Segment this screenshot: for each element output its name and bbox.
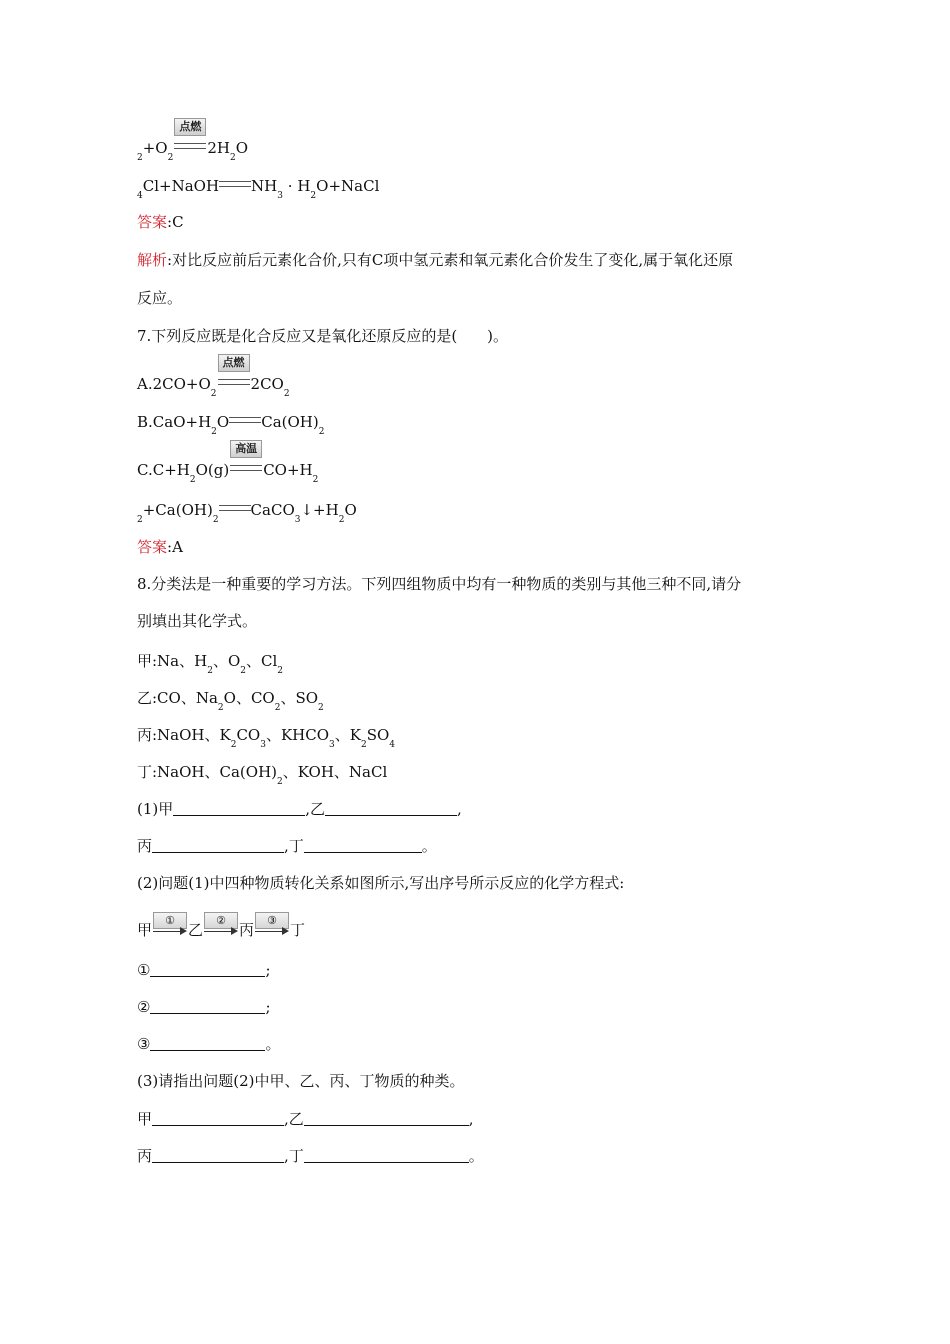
answer-blank[interactable] bbox=[150, 999, 265, 1014]
equals-sign bbox=[219, 181, 251, 187]
answer-blank[interactable] bbox=[152, 1148, 284, 1163]
answer-blank[interactable] bbox=[150, 962, 265, 977]
reaction-line-hydrogen-combustion: $_2+O_2$ 点燃 $2H_2O$ bbox=[137, 120, 249, 163]
question-7-stem: 7.下列反应既是化合反应又是氧化还原反应的是( )。 bbox=[137, 327, 509, 345]
group-ding: 丁:NaOH、$Ca(OH)_2$、KOH、NaCl bbox=[137, 763, 388, 787]
reaction-line-ammonium-chloride: $_4$Cl+NaOH $NH_3$ · $H_2O+NaCl$ bbox=[137, 177, 380, 201]
question-7-option-b: $B.CaO+H_2O$ $Ca(OH)_2$ bbox=[137, 413, 325, 437]
answer-7: 答案:A bbox=[137, 538, 183, 556]
answer-blank[interactable] bbox=[304, 838, 422, 853]
equation-2-blank-line: ② ; bbox=[137, 998, 271, 1016]
analysis-6-line2: 反应。 bbox=[137, 289, 183, 307]
answer-blank[interactable] bbox=[173, 801, 305, 816]
conversion-chain: 甲 ① 乙 ② 丙 ③ 丁 bbox=[137, 914, 306, 939]
group-bing: 丙:NaOH、$K_2CO_3$、$KHCO_3$、$K_2SO_4$ bbox=[137, 726, 396, 750]
part-1-line1: (1)甲 ,乙 , bbox=[137, 800, 462, 818]
part-3-line1: 甲 ,乙 , bbox=[137, 1110, 474, 1128]
reaction-condition-box: 点燃 bbox=[218, 374, 250, 394]
answer-blank[interactable] bbox=[304, 1148, 469, 1163]
answer-blank[interactable] bbox=[325, 801, 457, 816]
reaction-condition-box: 点燃 bbox=[174, 138, 206, 158]
question-8-stem-line1: 8.分类法是一种重要的学习方法。下列四组物质中均有一种物质的类别与其他三种不同,请分 bbox=[137, 575, 742, 593]
equals-sign bbox=[229, 417, 261, 423]
question-7-option-d: $_2+Ca(OH)_2CaCO_3↓+H_2O$ bbox=[137, 501, 357, 525]
arrow-step-3: ③ bbox=[255, 924, 289, 934]
equation-1-blank-line: ① ; bbox=[137, 961, 271, 979]
part-1-line2: 丙 ,丁 。 bbox=[137, 837, 437, 855]
part-3-line2: 丙 ,丁 。 bbox=[137, 1147, 484, 1165]
answer-blank[interactable] bbox=[304, 1111, 469, 1126]
answer-label: 答案 bbox=[137, 213, 168, 231]
arrow-step-2: ② bbox=[204, 924, 238, 934]
question-7-option-c: $C.C+H_2O(g)$ 高温 $CO+H_2$ bbox=[137, 442, 319, 485]
analysis-6-line1: 解析:对比反应前后元素化合价,只有C项中氢元素和氧元素化合价发生了变化,属于氧化还原 bbox=[137, 251, 734, 269]
answer-blank[interactable] bbox=[152, 1111, 284, 1126]
group-jia: 甲:Na、$H_2$、$O_2$、$Cl_2$ bbox=[137, 652, 283, 676]
group-yi: 乙:CO、$Na_2O$、$CO_2$、$SO_2$ bbox=[137, 689, 324, 713]
reaction-condition-box: 高温 bbox=[230, 460, 262, 480]
part-3-stem: (3)请指出问题(2)中甲、乙、丙、丁物质的种类。 bbox=[137, 1072, 465, 1090]
arrow-step-1: ① bbox=[153, 924, 187, 934]
answer-6: 答案:C bbox=[137, 213, 184, 231]
answer-label: 答案 bbox=[137, 538, 168, 556]
equals-sign bbox=[219, 505, 251, 511]
question-8-stem-line2: 别填出其化学式。 bbox=[137, 612, 258, 630]
part-2-stem: (2)问题(1)中四种物质转化关系如图所示,写出序号所示反应的化学方程式: bbox=[137, 874, 625, 892]
analysis-label: 解析 bbox=[137, 251, 168, 269]
equation-3-blank-line: ③ 。 bbox=[137, 1035, 281, 1053]
answer-blank[interactable] bbox=[150, 1036, 265, 1051]
question-7-option-a: $A.2CO+O_2$ 点燃 $2CO_2$ bbox=[137, 356, 290, 399]
answer-blank[interactable] bbox=[152, 838, 284, 853]
